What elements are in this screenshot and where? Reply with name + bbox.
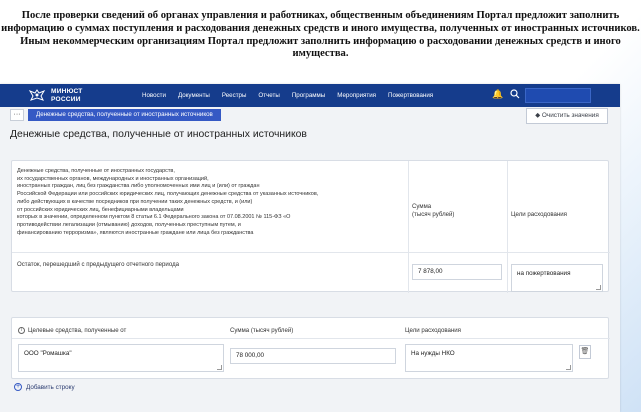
breadcrumb: [10, 108, 221, 122]
logo-line: МИНЮСТ: [51, 88, 83, 96]
clear-values-label: Очистить значения: [541, 112, 599, 119]
caption-line: После проверки сведений об органах управления и работниках, общественным объединениям Портал предложит заполнить: [21, 10, 620, 21]
description-line: Денежные средства, полученные от иностранных государств,: [17, 168, 175, 174]
top-navigation: [0, 84, 620, 107]
source-field[interactable]: [18, 344, 224, 372]
target-purpose-field[interactable]: [405, 344, 573, 372]
page-title: Денежные средства, полученные от иностранных источников: [10, 129, 307, 140]
description-line: финансированию терроризма», являются иностранные граждане или лица без гражданства: [17, 229, 254, 236]
source-value: ООО "Ромашка": [24, 350, 72, 357]
search-input[interactable]: [525, 88, 591, 103]
carryover-purpose-value: на пожертвования: [517, 270, 571, 277]
sum-header-line: (тысяч рублей): [412, 210, 455, 218]
nav-item-programs[interactable]: Программы: [291, 92, 326, 99]
logo-text: [51, 88, 83, 103]
nav-item-donations[interactable]: Пожертвования: [388, 92, 434, 99]
info-icon[interactable]: i: [18, 327, 25, 334]
resize-handle-icon[interactable]: [566, 365, 571, 370]
search-icon[interactable]: [510, 89, 520, 99]
column-divider: [507, 161, 508, 293]
sum-column-header: Сумма (тысяч рублей): [230, 327, 294, 334]
purpose-column-header: Цели расходования: [511, 211, 567, 218]
eraser-icon: ◆: [535, 112, 541, 119]
source-column-header: Целевые средства, полученные от: [28, 327, 127, 334]
plus-circle-icon: +: [15, 383, 21, 390]
ministry-logo[interactable]: [28, 88, 138, 104]
nav-menu: [142, 92, 445, 99]
add-row-button[interactable]: [14, 383, 75, 391]
target-purpose-value: На нужды НКО: [411, 350, 455, 357]
add-row-label: Добавить строку: [26, 383, 75, 391]
breadcrumb-more-button[interactable]: ···: [10, 109, 24, 121]
slide-caption: [0, 10, 641, 61]
nav-item-registries[interactable]: Реестры: [221, 92, 247, 99]
foreign-funds-table: [11, 160, 609, 292]
target-sum-field[interactable]: 78 000,00: [230, 348, 396, 364]
row-divider: [12, 338, 610, 339]
nav-item-documents[interactable]: Документы: [177, 92, 210, 99]
sum-header-line: Сумма: [412, 203, 432, 210]
target-funds-table: [11, 317, 609, 379]
carryover-purpose-field[interactable]: [511, 264, 603, 292]
nav-item-events[interactable]: Мероприятия: [337, 92, 377, 99]
resize-handle-icon[interactable]: [596, 285, 601, 290]
description-line: противодействии легализации (отмыванию) доходов, полученных преступным путем, и: [17, 221, 241, 228]
sum-column-header: [412, 203, 454, 218]
caption-line: информацию о суммах поступления и расходования денежных средств и иного имущества, полученных от иностранных источников.: [1, 22, 640, 34]
description-line: Российской Федерации или российских юридических лиц, получающих денежные средства от указанных источников,: [17, 191, 319, 198]
portal-screenshot: [0, 84, 620, 412]
nav-item-news[interactable]: Новости: [142, 92, 166, 99]
row-divider: [12, 252, 610, 253]
caption-line: Иным некоммерческим организациям Портал предложит заполнить информацию о расходовании денежных средств и иного: [20, 35, 621, 47]
clear-values-button[interactable]: [526, 108, 608, 124]
nav-item-reports[interactable]: Отчеты: [258, 92, 280, 99]
description-line: их государственных органов, международных и иностранных организаций,: [17, 175, 209, 182]
description-line: иностранных граждан, лиц без гражданства либо уполномоченных ими лиц и (или) от граждан: [17, 183, 260, 190]
notification-bell-icon[interactable]: 🔔: [492, 89, 504, 99]
purpose-column-header: Цели расходования: [405, 327, 461, 334]
trash-icon: 🗑: [580, 348, 590, 355]
resize-handle-icon[interactable]: [217, 365, 222, 370]
eagle-emblem-icon: [28, 88, 46, 104]
logo-line: РОССИИ: [51, 95, 81, 103]
carryover-sum-field[interactable]: 7 878,00: [412, 264, 502, 280]
description-line: от российских юридических лиц, бенефициарными владельцами: [17, 206, 184, 213]
caption-line: имущества.: [292, 48, 349, 60]
carryover-row-label: Остаток, перешедший с предыдущего отчетного периода: [17, 261, 180, 268]
delete-row-button[interactable]: [579, 345, 591, 359]
column-divider: [408, 161, 409, 293]
description-line: которых в значении, определенном пунктом 8 статьи 6.1 Федерального закона от 07.08.2001 № 115-ФЗ «О: [17, 214, 291, 221]
description-line: либо действующих в качестве посредников при получении таких денежных средств, и (или): [17, 198, 253, 205]
foreign-funds-description: [17, 168, 407, 237]
breadcrumb-current[interactable]: Денежные средства, полученные от иностранных источников: [28, 109, 221, 121]
